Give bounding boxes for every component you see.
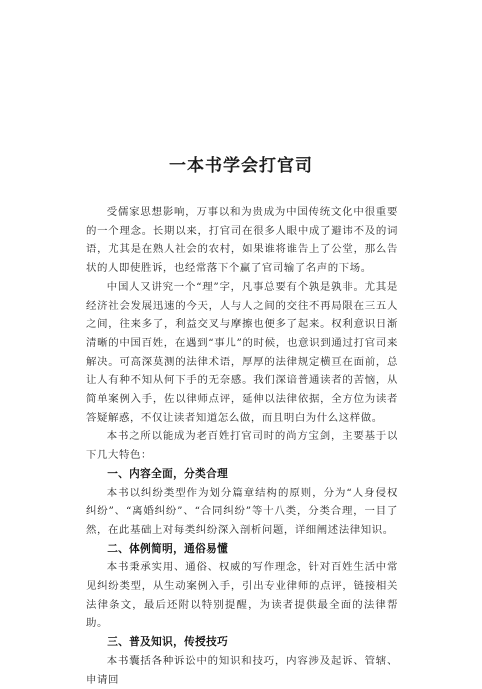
section-text-3: 本书囊括各种诉讼中的知识和技巧，内容涉及起诉、管辖、申请回 [86, 654, 398, 686]
section-heading-2: 二、体例简明，通俗易懂 [107, 542, 229, 555]
intro-paragraph-3: 本书之所以能成为老百姓打官司时的尚方宝剑，主要基于以下几大特色： [86, 430, 398, 462]
section-text-1: 本书以纠纷类型作为划分篇章结构的原则，分为“人身侵权纠纷”、“离婚纠纷”、“合同纠纷”等十八类，分类合理，一目了然，在此基础上对每类纠纷深入剖析问题，详细阐述法律知识。 [86, 486, 398, 536]
section-text-2: 本书秉承实用、通俗、权威的写作理念，针对百姓生活中常见纠纷类型，从生动案例入手，引出专业律师的点评，链接相关法律条文，最后还附以特别提醒，为读者提供最全面的法律帮助。 [86, 561, 398, 630]
intro-paragraph-2: 中国人又讲究一个“理”字，凡事总要有个孰是孰非。尤其是经济社会发展迅速的今天，人与人之间的交往不再局限在三五人之间，往来多了，利益交叉与摩擦也便多了起来。权利意识日渐清晰的中国百姓，在遇到“事儿”的时候，也意识到通过打官司来解决。可高深莫测的法律术语，厚厚的法律规定横亘在面前，总让人有种不知从何下手的无奈感。我们深谙普通读者的苦恼，从简单案例入手，佐以律师点评，延伸以法律依据，全方位为读者答疑解惑，不仅让读者知道怎么做，而且明白为什么这样做。 [86, 280, 398, 424]
section-heading-3: 三、普及知识，传授技巧 [107, 636, 229, 649]
document-body [86, 203, 398, 689]
intro-paragraph-1: 受儒家思想影响，万事以和为贵成为中国传统文化中很重要的一个理念。长期以来，打官司在很多人眼中成了避讳不及的词语，尤其是在熟人社会的农村，如果谁将谁告上了公堂，那么告状的人即使胜诉，也经常落下个赢了官司输了名声的下场。 [86, 206, 398, 275]
section-heading-1: 一、内容全面，分类合理 [107, 467, 229, 480]
document-title: 一本书学会打官司 [169, 156, 313, 177]
